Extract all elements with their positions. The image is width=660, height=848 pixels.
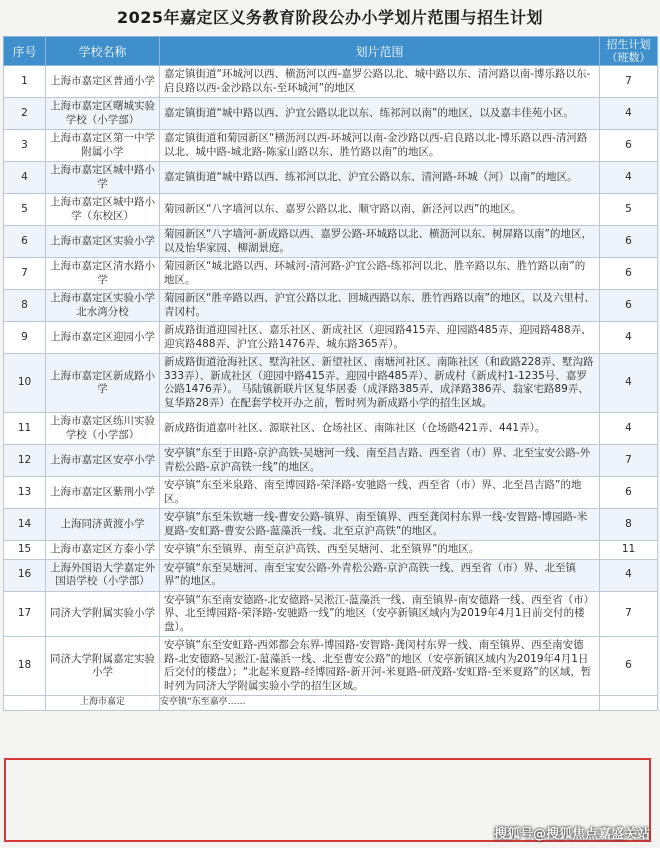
row-school: 上海外国语大学嘉定外国语学校（小学部） [46,559,160,591]
row-school: 上海市嘉定区清水路小学 [46,258,160,290]
table-row-partial [4,696,658,711]
row-no: 3 [4,130,46,162]
row-area: 嘉定镇街道和菊园新区“横沥河以西-环城河以南-金沙路以西-启良路以北-博乐路以西-清河路以北、城中路-城北路-陈家山路以东、胜竹路以南”的地区。 [160,130,600,162]
row-no: 18 [4,637,46,696]
row-area: 菊园新区“城北路以西、环城河-清河路-沪宜公路-练祁河以北、胜辛路以东、胜竹路以南”的地区。 [160,258,600,290]
table-row [4,477,658,509]
table-row [4,413,658,445]
table-row [4,130,658,162]
table-row [4,98,658,130]
row-no: 12 [4,445,46,477]
row-school: 同济大学附属嘉定实验小学 [46,637,160,696]
page-title: 2025年嘉定区义务教育阶段公办小学划片范围与招生计划 [116,8,544,27]
row-school: 上海市嘉定区紫荆小学 [46,477,160,509]
row-no [4,696,46,711]
row-school: 上海市嘉定区新成路小学 [46,354,160,413]
row-no: 6 [4,226,46,258]
row-no: 1 [4,66,46,98]
row-school: 同济大学附属实验小学 [46,591,160,637]
row-no: 5 [4,194,46,226]
row-no: 16 [4,559,46,591]
row-area: 安亭镇“东至南安德路-北安德路-吴淞江-蕰藻浜一线、南至镇界-南安德路一线、西至省（市）界、北至博园路-荣泽路-安驰路一线”的地区（安亭新镇区域内为2019年4月1日前交付的楼盘）。 [160,591,600,637]
table-row [4,637,658,696]
row-no: 15 [4,541,46,560]
row-plan: 6 [600,637,658,696]
row-area: 安亭镇“东至米泉路、南至博园路-荣泽路-安驰路一线、西至省（市）界、北至昌吉路”的地区。 [160,477,600,509]
row-plan: 4 [600,162,658,194]
row-school: 上海市嘉定区方泰小学 [46,541,160,560]
row-plan [600,696,658,711]
header-plan: 招生计划（班数） [600,37,658,66]
row-no: 13 [4,477,46,509]
row-area: 安亭镇“东至于田路-京沪高铁-吴塘河一线、南至昌吉路、西至省（市）界、北至宝安公路-外青松公路-京沪高铁一线”的地区。 [160,445,600,477]
watermark: 搜狐号@搜狐焦点嘉盛关站 [493,827,650,842]
row-plan: 4 [600,98,658,130]
school-zoning-table [3,36,658,711]
row-school: 上海市嘉定 [46,696,160,711]
row-area: 安亭镇“东至吴塘河、南至宝安公路-外青松公路-京沪高铁一线、西至省（市）界、北至镇界”的地区。 [160,559,600,591]
row-no: 10 [4,354,46,413]
row-plan: 4 [600,322,658,354]
table-row [4,559,658,591]
row-school: 上海市嘉定区城中路小学（东校区） [46,194,160,226]
row-no: 7 [4,258,46,290]
row-area: 嘉定镇街道“城中路以西、沪宜公路以北以东、练祁河以南”的地区，以及嘉丰佳苑小区。 [160,98,600,130]
row-school: 上海市嘉定区实验小学北水湾分校 [46,290,160,322]
row-area: 安亭镇“东至嘉亭…… [160,696,600,711]
table-row [4,258,658,290]
row-plan: 4 [600,354,658,413]
row-no: 17 [4,591,46,637]
row-plan: 6 [600,130,658,162]
row-area: 新成路街道嘉叶社区、源联社区、仓场社区、南陈社区（仓场路421弄、441弄）。 [160,413,600,445]
row-plan: 7 [600,591,658,637]
row-plan: 7 [600,66,658,98]
row-area: 菊园新区“八字墙河以东、嘉罗公路以北、顺守路以南、新泾河以西”的地区。 [160,194,600,226]
row-school: 上海市嘉定区城中路小学 [46,162,160,194]
table-row [4,194,658,226]
table-row [4,591,658,637]
row-school: 上海市嘉定区曙城实验学校（小学部） [46,98,160,130]
row-area: 安亭镇“东至镇界、南至京沪高铁、西至吴塘河、北至镇界”的地区。 [160,541,600,560]
row-school: 上海同济黄渡小学 [46,509,160,541]
row-area: 菊园新区“胜辛路以西、沪宜公路以北、回城西路以东、胜竹西路以南”的地区，以及六里村、青冈村。 [160,290,600,322]
row-area: 新成路街道迎园社区、嘉乐社区、新成社区（迎园路415弄、迎园路485弄、迎园路488弄、迎宾路488弄、沪宜公路1476弄、城东路365弄）。 [160,322,600,354]
row-plan: 8 [600,509,658,541]
row-no: 11 [4,413,46,445]
row-plan: 7 [600,445,658,477]
row-area: 安亭镇“东至朱钦塘一线-曹安公路-镇界、南至镇界、西至龚闵村东界一线-安智路-博园路-米夏路-安虹路-曹安公路-蕰藻浜一线、北至京沪高铁”的地区。 [160,509,600,541]
row-no: 4 [4,162,46,194]
row-plan: 11 [600,541,658,560]
table-row [4,541,658,560]
row-area: 新成路街道沧海社区、墅沟社区、新望社区、南塘河社区、南陈社区（和政路228弄、墅沟路333弄）、新成社区（迎园中路415弄、迎园中路485弄）、新成村（新成村1-1235号、嘉罗公路1476弄）。 马陆镇新联片区复华居委（成泽路385弄、成泽路386弄、翁家宅路89弄、复华路28弄）在配套学校开办之前，暂时列为新成路小学的招生区域。 [160,354,600,413]
row-plan: 6 [600,226,658,258]
row-no: 9 [4,322,46,354]
table-row [4,66,658,98]
row-plan: 5 [600,194,658,226]
header-no: 序号 [4,37,46,66]
row-no: 2 [4,98,46,130]
row-plan: 6 [600,290,658,322]
table-header-row [4,37,658,66]
row-no: 8 [4,290,46,322]
row-school: 上海市嘉定区实验小学 [46,226,160,258]
row-area: 嘉定镇街道“环城河以西、横沥河以西-嘉罗公路以北、城中路以东、清河路以南-博乐路以东-启良路以西-金沙路以东-至环城河”的地区 [160,66,600,98]
row-school: 上海市嘉定区安亭小学 [46,445,160,477]
table-row [4,226,658,258]
row-no: 14 [4,509,46,541]
row-plan: 4 [600,559,658,591]
header-school: 学校名称 [46,37,160,66]
row-area: 安亭镇“东至安虹路-西郊都会东界-博园路-安智路-龚闵村东界一线、南至镇界、西至南安德路-北安德路-吴淞江-蕰藻浜一线、北至曹安公路”的地区（安亭新镇区域内为2019年4月1日后交付的楼盘）；“北起米夏路-经博园路-新开河-米夏路-研茂路-安虹路-至米夏路”的区域，暂时列为同济大学附属实验小学的招生区域。 [160,637,600,696]
row-school: 上海市嘉定区迎园小学 [46,322,160,354]
row-plan: 6 [600,258,658,290]
table-row [4,322,658,354]
table-row [4,509,658,541]
table-row [4,162,658,194]
row-plan: 4 [600,413,658,445]
row-school: 上海市嘉定区普通小学 [46,66,160,98]
row-school: 上海市嘉定区第一中学附属小学 [46,130,160,162]
row-school: 上海市嘉定区练川实验学校（小学部） [46,413,160,445]
table-row [4,445,658,477]
table-row [4,354,658,413]
row-area: 菊园新区“八字墙河-新成路以西、嘉罗公路-环城路以北、横沥河以东、树屏路以南”的地区，以及怡华家园、柳湖景庭。 [160,226,600,258]
row-area: 嘉定镇街道“城中路以西、练祁河以北、沪宜公路以东、清河路-环城（河）以南”的地区。 [160,162,600,194]
row-plan: 6 [600,477,658,509]
header-area: 划片范围 [160,37,600,66]
table-row [4,290,658,322]
